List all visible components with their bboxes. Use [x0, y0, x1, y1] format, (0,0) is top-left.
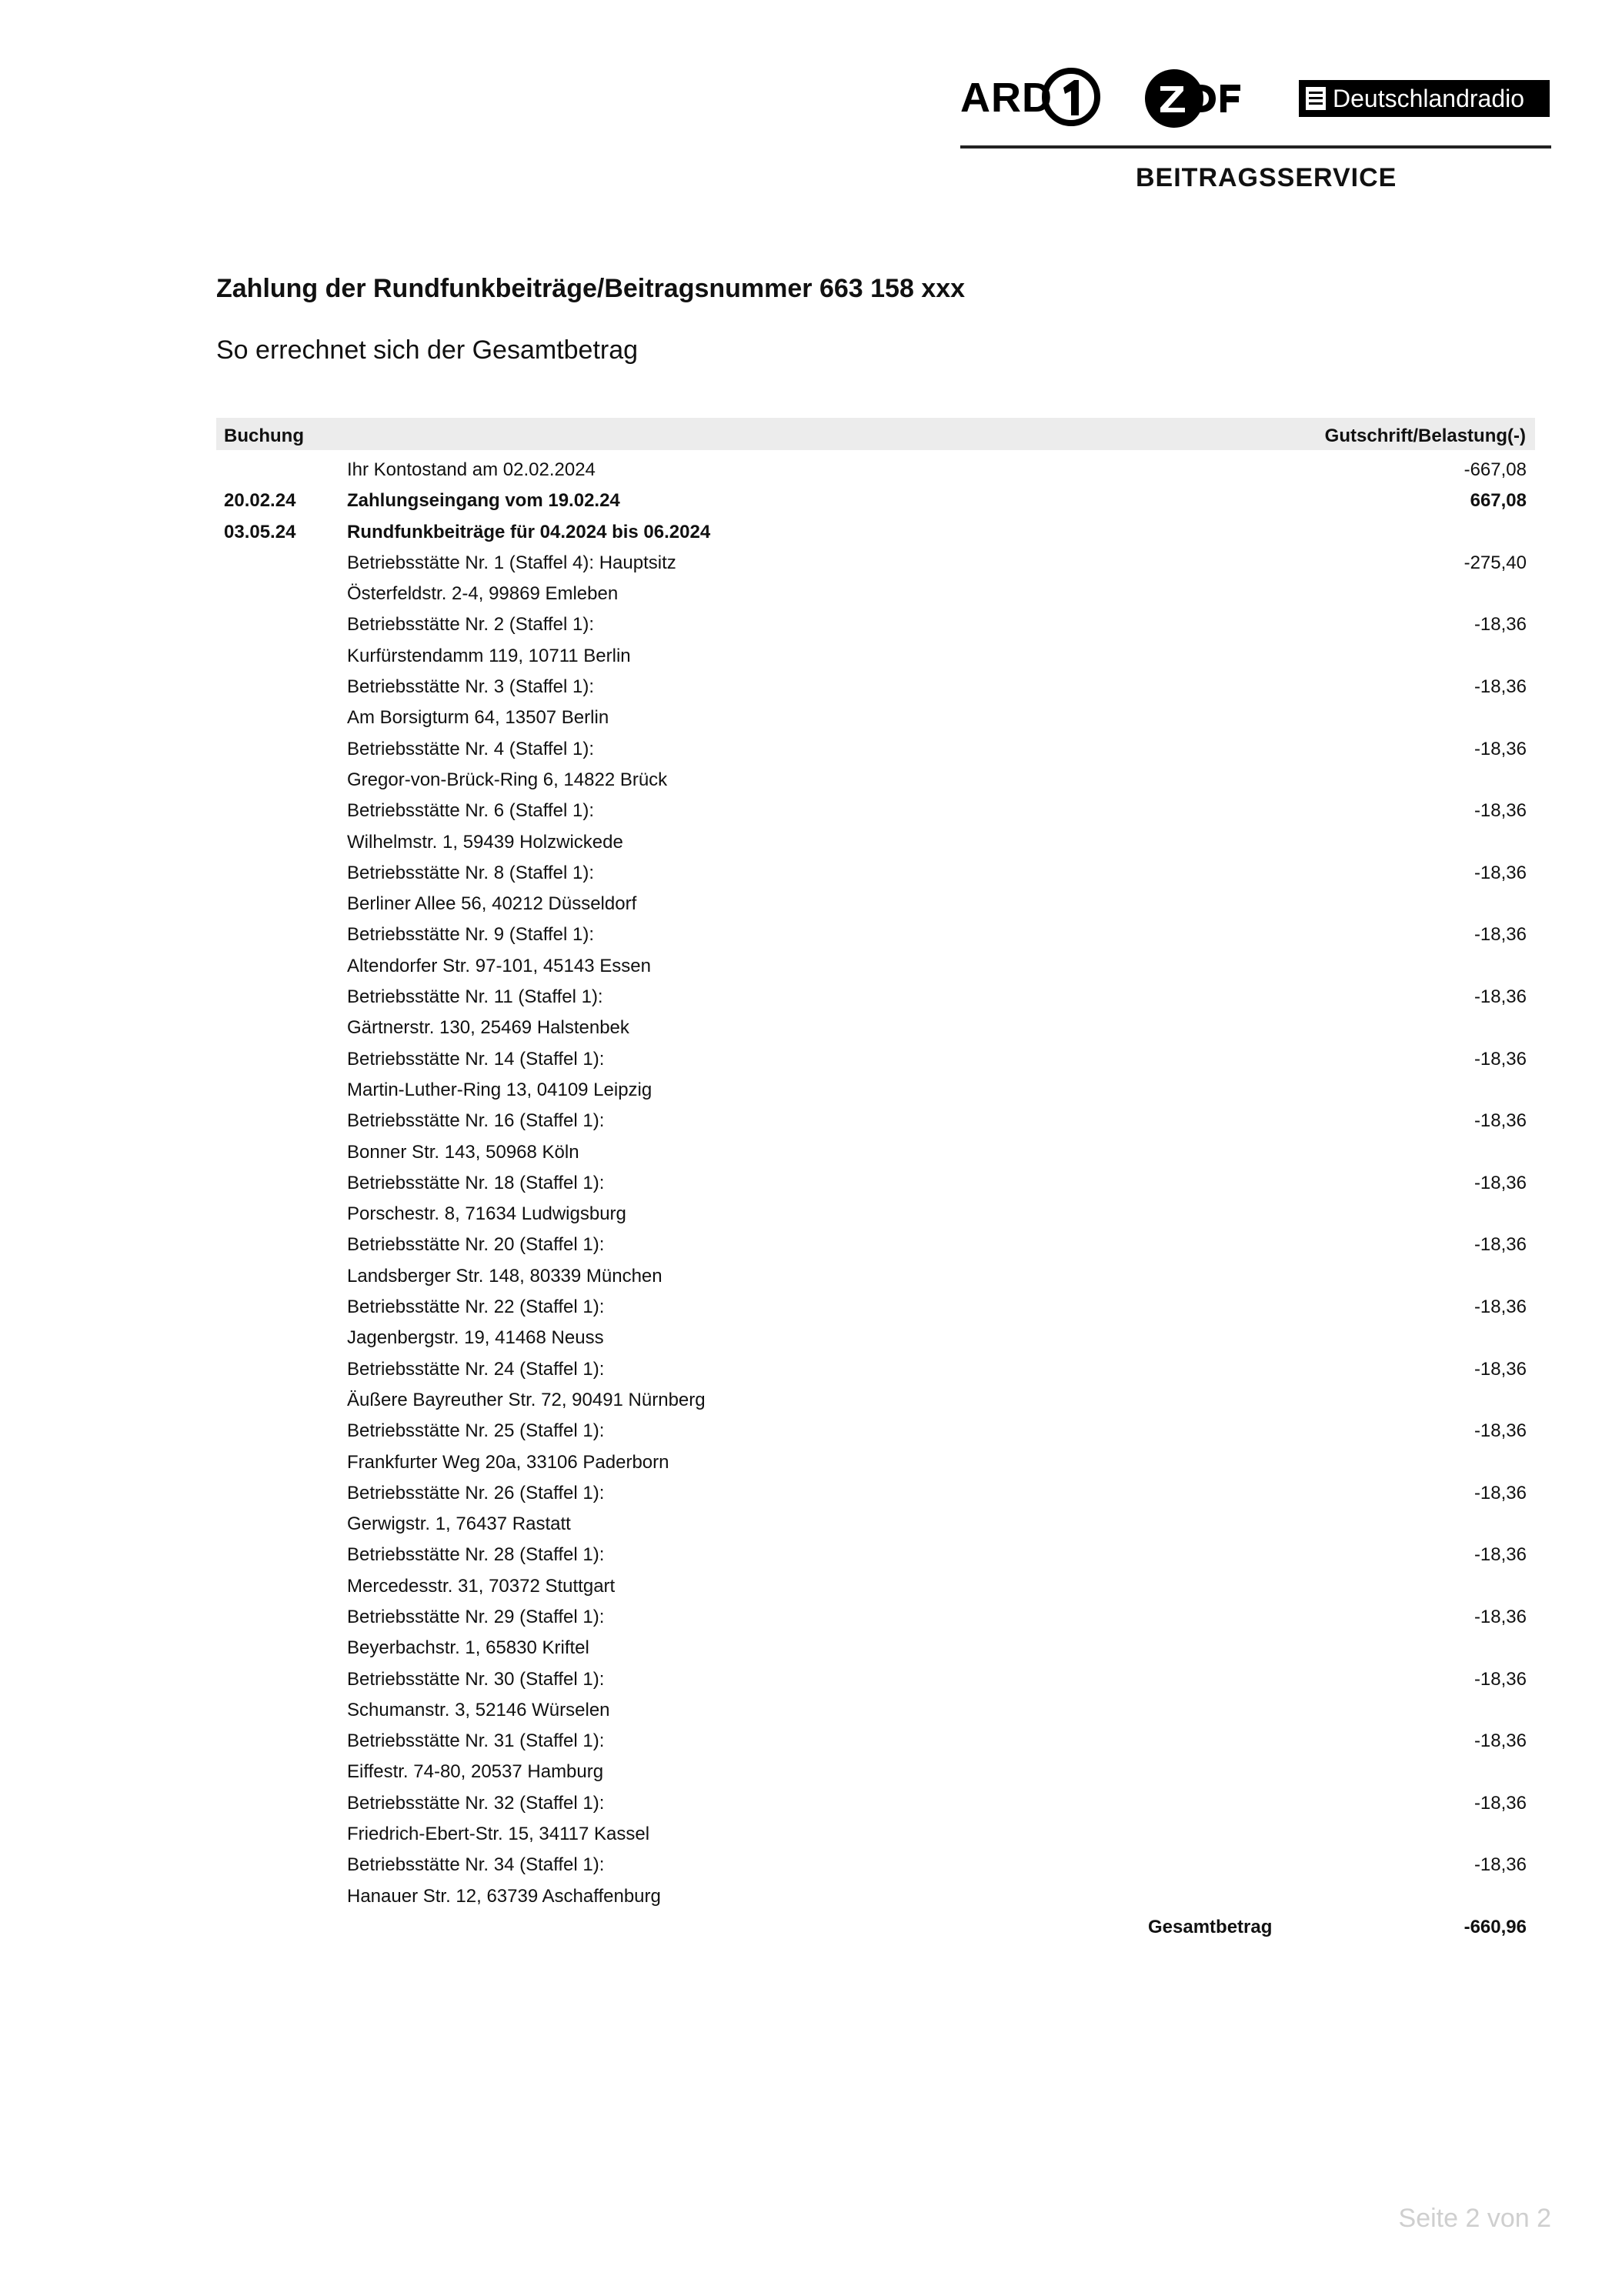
table-row	[0, 1354, 1622, 1385]
table-row	[0, 734, 1622, 765]
column-header-amount: Gutschrift/Belastung(-)	[1324, 425, 1526, 446]
booking-description: Betriebsstätte Nr. 30 (Staffel 1):	[347, 1668, 605, 1690]
booking-description: Betriebsstätte Nr. 34 (Staffel 1):	[347, 1854, 605, 1876]
table-row	[0, 1385, 1622, 1416]
table-row	[0, 1881, 1622, 1912]
table-row	[0, 1664, 1622, 1695]
booking-description: Frankfurter Weg 20a, 33106 Paderborn	[347, 1451, 669, 1473]
booking-amount: -18,36	[1473, 1048, 1527, 1070]
booking-amount: -18,36	[1473, 1854, 1527, 1876]
table-row	[0, 455, 1622, 486]
total-label: Gesamtbetrag	[1148, 1917, 1273, 1937]
table-row	[0, 1633, 1622, 1664]
booking-description: Betriebsstätte Nr. 2 (Staffel 1):	[347, 614, 595, 636]
deutschlandradio-mark-icon	[1299, 80, 1333, 117]
table-row	[0, 486, 1622, 516]
booking-amount: -18,36	[1473, 676, 1527, 698]
booking-description: Betriebsstätte Nr. 22 (Staffel 1):	[347, 1297, 605, 1318]
header-divider	[960, 145, 1551, 149]
booking-description: Betriebsstätte Nr. 24 (Staffel 1):	[347, 1358, 605, 1380]
booking-date: 03.05.24	[224, 521, 296, 542]
booking-amount: -18,36	[1473, 1172, 1527, 1193]
booking-amount: -18,36	[1473, 1606, 1527, 1627]
booking-description: Ihr Kontostand am 02.02.2024	[347, 459, 596, 480]
booking-amount: -18,36	[1473, 1234, 1527, 1256]
booking-description: Betriebsstätte Nr. 8 (Staffel 1):	[347, 862, 595, 883]
table-row	[0, 1323, 1622, 1353]
booking-description: Mercedesstr. 31, 70372 Stuttgart	[347, 1575, 616, 1597]
booking-amount: -18,36	[1473, 1730, 1527, 1752]
booking-description: Betriebsstätte Nr. 1 (Staffel 4): Hauptsitz	[347, 552, 676, 573]
table-row	[0, 1540, 1622, 1570]
booking-description: Porschestr. 8, 71634 Ludwigsburg	[347, 1203, 626, 1225]
total-row	[0, 1912, 1622, 1943]
broadcaster-logos	[960, 58, 1550, 143]
ard-one-logo-icon	[1040, 65, 1102, 129]
booking-description: Betriebsstätte Nr. 20 (Staffel 1):	[347, 1234, 605, 1256]
table-row	[0, 1230, 1622, 1260]
service-label: BEITRAGSSERVICE	[1136, 163, 1397, 192]
booking-description: Beyerbachstr. 1, 65830 Kriftel	[347, 1637, 589, 1659]
booking-amount: 667,08	[1470, 490, 1527, 512]
table-row	[0, 982, 1622, 1013]
booking-description: Berliner Allee 56, 40212 Düsseldorf	[347, 893, 637, 915]
booking-description: Gärtnerstr. 130, 25469 Halstenbek	[347, 1017, 629, 1039]
document-subtitle: So errechnet sich der Gesamtbetrag	[216, 335, 639, 365]
table-row	[0, 517, 1622, 548]
table-row	[0, 1695, 1622, 1726]
table-row	[0, 1075, 1622, 1106]
booking-amount: -18,36	[1473, 1544, 1527, 1566]
table-row	[0, 1757, 1622, 1787]
booking-description: Jagenbergstr. 19, 41468 Neuss	[347, 1327, 604, 1349]
booking-description: Friedrich-Ebert-Str. 15, 34117 Kassel	[347, 1824, 650, 1845]
table-row	[0, 951, 1622, 982]
booking-description: Betriebsstätte Nr. 28 (Staffel 1):	[347, 1544, 605, 1566]
booking-description: Rundfunkbeiträge für 04.2024 bis 06.2024	[347, 521, 711, 542]
table-row	[0, 1726, 1622, 1757]
table-row	[0, 765, 1622, 796]
table-row	[0, 827, 1622, 858]
table-row	[0, 1261, 1622, 1292]
table-row	[0, 1819, 1622, 1850]
booking-amount: -18,36	[1473, 1297, 1527, 1318]
booking-description: Bonner Str. 143, 50968 Köln	[347, 1141, 579, 1163]
booking-amount: -18,36	[1473, 738, 1527, 759]
booking-amount: -18,36	[1473, 800, 1527, 822]
total-value: -660,96	[1463, 1917, 1527, 1937]
table-row	[0, 858, 1622, 889]
table-row	[0, 1013, 1622, 1043]
booking-amount: -18,36	[1473, 1482, 1527, 1503]
booking-description: Eiffestr. 74-80, 20537 Hamburg	[347, 1761, 604, 1783]
booking-description: Äußere Bayreuther Str. 72, 90491 Nürnberg	[347, 1389, 706, 1410]
table-row	[0, 609, 1622, 640]
table-row	[0, 1137, 1622, 1168]
booking-amount: -18,36	[1473, 1358, 1527, 1380]
booking-description: Schumanstr. 3, 52146 Würselen	[347, 1699, 610, 1720]
booking-description: Wilhelmstr. 1, 59439 Holzwickede	[347, 831, 623, 853]
table-row	[0, 919, 1622, 950]
table-row	[0, 1850, 1622, 1881]
booking-description: Betriebsstätte Nr. 11 (Staffel 1):	[347, 986, 603, 1008]
booking-description: Gregor-von-Brück-Ring 6, 14822 Brück	[347, 769, 668, 790]
booking-date: 20.02.24	[224, 490, 296, 512]
column-header-booking: Buchung	[224, 425, 304, 446]
booking-description: Betriebsstätte Nr. 32 (Staffel 1):	[347, 1792, 605, 1814]
table-row	[0, 1571, 1622, 1602]
booking-amount: -18,36	[1473, 1792, 1527, 1814]
table-row	[0, 1788, 1622, 1819]
table-row	[0, 579, 1622, 609]
table-row	[0, 641, 1622, 672]
booking-amount: -18,36	[1473, 862, 1527, 883]
table-row	[0, 1106, 1622, 1136]
document-title: Zahlung der Rundfunkbeiträge/Beitragsnummer 663 158 xxx	[216, 274, 966, 303]
booking-description: Betriebsstätte Nr. 16 (Staffel 1):	[347, 1110, 605, 1132]
booking-amount: -18,36	[1473, 1668, 1527, 1690]
booking-description: Zahlungseingang vom 19.02.24	[347, 490, 620, 512]
booking-description: Betriebsstätte Nr. 4 (Staffel 1):	[347, 738, 595, 759]
table-row	[0, 1199, 1622, 1230]
booking-amount: -275,40	[1463, 552, 1527, 573]
table-header	[216, 418, 1535, 450]
booking-amount: -667,08	[1463, 459, 1527, 480]
deutschlandradio-logo	[1299, 80, 1550, 117]
table-row	[0, 672, 1622, 702]
zdf-logo	[1143, 68, 1259, 129]
table-row	[0, 889, 1622, 919]
table-row	[0, 702, 1622, 733]
table-row	[0, 1478, 1622, 1509]
booking-amount: -18,36	[1473, 1110, 1527, 1132]
booking-amount: -18,36	[1473, 924, 1527, 946]
booking-description: Hanauer Str. 12, 63739 Aschaffenburg	[347, 1885, 661, 1907]
booking-amount: -18,36	[1473, 614, 1527, 636]
booking-description: Betriebsstätte Nr. 3 (Staffel 1):	[347, 676, 595, 698]
booking-description: Betriebsstätte Nr. 18 (Staffel 1):	[347, 1172, 605, 1193]
booking-description: Martin-Luther-Ring 13, 04109 Leipzig	[347, 1079, 652, 1100]
booking-description: Betriebsstätte Nr. 14 (Staffel 1):	[347, 1048, 605, 1070]
table-row	[0, 1509, 1622, 1540]
booking-description: Betriebsstätte Nr. 29 (Staffel 1):	[347, 1606, 605, 1627]
table-row	[0, 1416, 1622, 1447]
booking-table-body	[0, 455, 1622, 1912]
booking-description: Betriebsstätte Nr. 31 (Staffel 1):	[347, 1730, 605, 1752]
deutschlandradio-wordmark: Deutschlandradio	[1333, 85, 1525, 112]
table-row	[0, 548, 1622, 579]
booking-amount: -18,36	[1473, 986, 1527, 1008]
table-row	[0, 1602, 1622, 1633]
table-row	[0, 1447, 1622, 1478]
booking-description: Landsberger Str. 148, 80339 München	[347, 1265, 662, 1286]
booking-description: Betriebsstätte Nr. 6 (Staffel 1):	[347, 800, 595, 822]
page-number: Seite 2 von 2	[1398, 2204, 1551, 2233]
booking-description: Betriebsstätte Nr. 9 (Staffel 1):	[347, 924, 595, 946]
booking-description: Gerwigstr. 1, 76437 Rastatt	[347, 1513, 571, 1535]
table-row	[0, 1168, 1622, 1199]
booking-description: Kurfürstendamm 119, 10711 Berlin	[347, 645, 631, 666]
booking-description: Altendorfer Str. 97-101, 45143 Essen	[347, 955, 651, 976]
booking-description: Betriebsstätte Nr. 26 (Staffel 1):	[347, 1482, 605, 1503]
table-row	[0, 1292, 1622, 1323]
booking-description: Betriebsstätte Nr. 25 (Staffel 1):	[347, 1420, 605, 1442]
booking-amount: -18,36	[1473, 1420, 1527, 1442]
booking-description: Am Borsigturm 64, 13507 Berlin	[347, 707, 609, 729]
ard-logo: ARD	[960, 75, 1053, 121]
table-row	[0, 796, 1622, 826]
booking-description: Österfeldstr. 2-4, 99869 Emleben	[347, 583, 619, 605]
table-row	[0, 1044, 1622, 1075]
